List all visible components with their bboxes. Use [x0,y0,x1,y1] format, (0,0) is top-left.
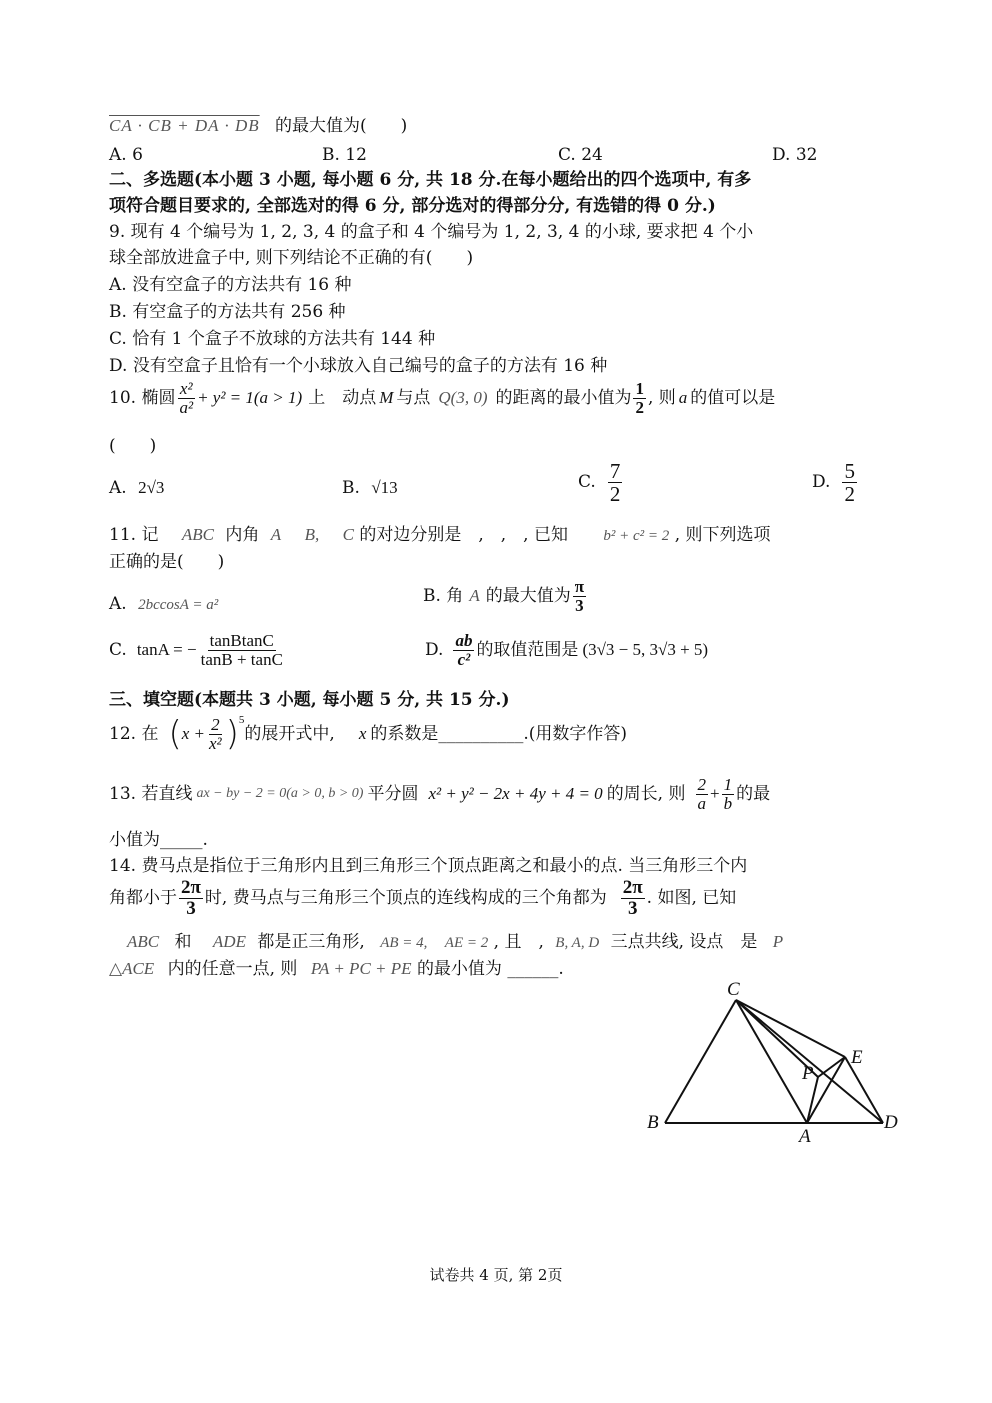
q11-option-b-text: 的最大值为 [485,586,571,607]
q11-option-d [425,632,708,669]
q10-option-a [109,478,164,498]
q14-triangle-ade: ADE [212,932,246,951]
section2-heading-line2: 项符合题目要求的, 全部选对的得 6 分, 部分选对的得部分分, 有选错的得 0 分.) [109,196,716,216]
q14-l2c: . 如图, 已知 [646,888,737,909]
q10-mid1: 上 动点 [308,388,377,409]
q11-option-c-den: tanB + tanC [200,649,283,669]
q14-collinear-points: B, A, D [555,935,600,951]
q12-t1: 的展开式中, [244,724,335,745]
q11-option-a-expr: 2bccosA = a² [138,597,219,613]
q11-t3: , 则下列选项 [674,525,771,545]
q11-option-c-fraction [199,632,285,669]
q10-ellipse-num: x² [179,379,193,398]
q14-l2a: 角都小于 [109,888,177,909]
q11-option-b-var: A [469,586,480,606]
q8-vector-expression: CA · CB + DA · DB [109,116,260,135]
q11-option-d-range: (3√3 − 5, 3√3 + 5) [582,640,709,660]
q14-t3: 三点共线, 设点 是 [610,932,758,952]
q10-paren: ( ) [109,436,157,456]
q8-stem [109,116,407,136]
q12-prefix: 12. 在 [109,724,159,745]
q14-fraction-2-num: 2π [622,877,643,898]
q14-fraction-1 [179,878,203,919]
q14-t1: 都是正三角形, [257,932,365,952]
q14-fraction-1-den: 3 [186,897,196,919]
q12-exponent: 5 [238,714,245,726]
q13-fraction-1 [696,776,709,813]
q13-prefix: 13. 若直线 [109,784,193,805]
q14-l2b: 时, 费马点与三角形三个顶点的连线构成的三个角都为 [204,888,607,909]
q11-option-d-label: D. [425,640,444,661]
q8-option-c: C. 24 [558,145,603,165]
q10-stem [109,380,775,417]
q12-right-paren-icon: ) [225,714,239,754]
q9-stem-line2: 球全部放进盒子中, 则下列结论不正确的有( ) [109,248,474,268]
q11-var-b: B, [304,525,320,544]
q10-half-den: 2 [635,397,644,417]
q11-stem-line2: 正确的是( ) [109,552,225,572]
q11-option-a [109,594,218,614]
q10-ellipse-fraction [177,380,195,417]
q10-option-c-fraction [608,460,623,505]
q13-fraction-1-num: 2 [697,775,706,794]
q11-option-b-den: 3 [575,595,584,615]
q11-option-d-num: ab [455,631,473,650]
q11-option-d-text: 的取值范围是 [476,640,579,661]
q13-fraction-2-den: b [723,793,733,813]
q10-option-a-label: A. [109,478,127,498]
q11-option-b [423,578,588,615]
q11-var-c: C [342,525,354,544]
q14-ae-length: AE = 2 [444,935,489,951]
q10-mid2: 与点 [396,388,431,409]
q12-x-term: x + [181,724,205,744]
q11-option-b-fraction [573,578,586,615]
q11-option-c-label: C. [109,640,127,661]
q9-option-a: A. 没有空盒子的方法共有 16 种 [109,275,352,295]
q14-triangle-abc: ABC [127,932,160,951]
q11-prefix: 11. 记 [109,525,159,545]
q11-var-a: A [270,525,282,544]
q9-option-b: B. 有空盒子的方法共有 256 种 [109,302,346,322]
q10-option-d-fraction [842,460,857,505]
q9-option-c: C. 恰有 1 个盒子不放球的方法共有 144 种 [109,329,436,349]
q12-fraction-den: x² [209,733,222,753]
q11-option-a-label: A. [109,594,127,614]
q10-prefix: 10. 椭圆 [109,388,176,409]
q8-option-b: B. 12 [322,145,367,165]
q14-stem-line2 [109,878,736,919]
q14-fraction-2 [621,878,645,919]
q10-ellipse-rest: + y² = 1(a > 1) [197,388,303,408]
q13-line-eq: ax − by − 2 = 0(a > 0, b > 0) [196,785,364,801]
label-e: E [851,1047,863,1068]
fermat-point-figure [630,975,920,1150]
label-p: P [802,1063,814,1084]
q12-x-var: x [358,724,367,744]
label-d: D [884,1112,898,1133]
q11-option-d-fraction [453,632,474,669]
q10-option-c-label: C. [578,472,596,493]
q13-fraction-2-num: 1 [723,775,733,794]
q12-fraction [207,716,224,753]
q11-option-b-num: π [574,577,585,596]
q14-fraction-1-num: 2π [181,877,201,898]
q12-left-paren-icon: ( [168,714,182,754]
q10-option-b-value: √13 [371,478,398,497]
q10-option-d-label: D. [812,472,831,493]
q10-mid4: , 则 [647,388,676,409]
q11-option-c-lhs: tanA = − [136,640,197,660]
q11-condition: b² + c² = 2 [603,528,670,544]
q8-stem-tail: 的最大值为( ) [275,116,408,136]
q9-stem-line1: 9. 现有 4 个编号为 1, 2, 3, 4 的盒子和 4 个编号为 1, 2, 3, 4 的小球, 要求把 4 个小 [109,222,754,242]
q14-t2: , 且 , [493,932,544,952]
section2-heading-line1: 二、多选题(本小题 3 小题, 每小题 6 分, 共 18 分.在每小题给出的四个选项中, 有多 [109,170,752,190]
q14-stem-line1: 14. 费马点是指位于三角形内且到三角形三个顶点距离之和最小的点. 当三角形三个内 [109,856,748,876]
q10-option-c-num: 7 [609,459,621,483]
q10-tail: 的值可以是 [690,388,776,409]
q13-plus: + [710,784,720,804]
q12-stem [109,714,627,755]
q13-t2: 的周长, 则 [606,784,686,805]
section3-heading: 三、填空题(本题共 3 小题, 每小题 5 分, 共 15 分.) [109,690,510,710]
q10-option-d-den: 2 [844,482,855,507]
q10-option-d-num: 5 [844,459,855,483]
label-a: A [799,1126,811,1147]
q11-option-c-num: tanBtanC [209,631,274,650]
line-pe [818,1057,845,1077]
q13-stem [109,776,770,813]
q10-half-num: 1 [635,379,644,398]
q10-point-q: Q(3, 0) [438,388,488,408]
q10-option-c-den: 2 [609,482,621,507]
q14-t4: 内的任意一点, 则 [167,959,298,979]
q10-var-a: a [678,388,688,408]
q14-and: 和 [174,932,192,952]
q14-t5: 的最小值为 ______. [416,959,564,979]
q10-mid3: 的距离的最小值为 [495,388,632,409]
q14-ab-length: AB = 4, [380,935,428,951]
q12-fraction-num: 2 [211,715,220,735]
q11-triangle: ABC [181,525,214,544]
q13-circle-eq: x² + y² − 2x + 4y + 4 = 0 [428,784,603,804]
label-c: C [727,979,740,1000]
q11-stem-line1 [109,525,771,545]
q10-half-fraction [633,380,646,417]
q14-stem-line3 [109,932,783,952]
q10-option-a-value: 2√3 [138,478,165,497]
q10-option-b-label: B. [342,478,360,498]
q8-option-d: D. 32 [772,145,818,165]
q13-fraction-1-den: a [697,793,706,813]
q10-option-d [812,460,859,505]
q10-option-b [342,478,398,498]
q13-t3: 的最 [736,784,771,805]
q11-t2: 的对边分别是 , , , 已知 [359,525,568,545]
q13-fraction-2 [722,776,735,813]
q9-option-d: D. 没有空盒子且恰有一个小球放入自己编号的盒子的方法有 16 种 [109,356,608,376]
q14-triangle-ace: △ACE [109,959,155,978]
q11-option-d-den: c² [457,649,471,669]
q11-t1: 内角 [225,525,260,545]
line-bc [665,1000,736,1123]
q12-t2: 的系数是__________.(用数字作答) [370,724,628,745]
q10-option-c [578,460,624,505]
q14-stem-line4 [109,959,564,979]
q11-option-b-label: B. 角 [423,586,464,607]
q10-point-m: M [379,388,394,408]
q11-option-c [109,632,287,669]
page-footer: 试卷共 4 页, 第 2页 [429,1266,563,1284]
q14-fraction-2-den: 3 [627,897,638,919]
q8-option-a: A. 6 [109,145,143,165]
q14-distance-sum: PA + PC + PE [310,959,412,978]
q13-stem-line2: 小值为_____. [109,830,208,850]
q13-t1: 平分圆 [367,784,419,805]
q10-ellipse-den: a² [179,397,194,417]
label-b: B [647,1112,659,1133]
q14-point-p: P [772,932,784,951]
